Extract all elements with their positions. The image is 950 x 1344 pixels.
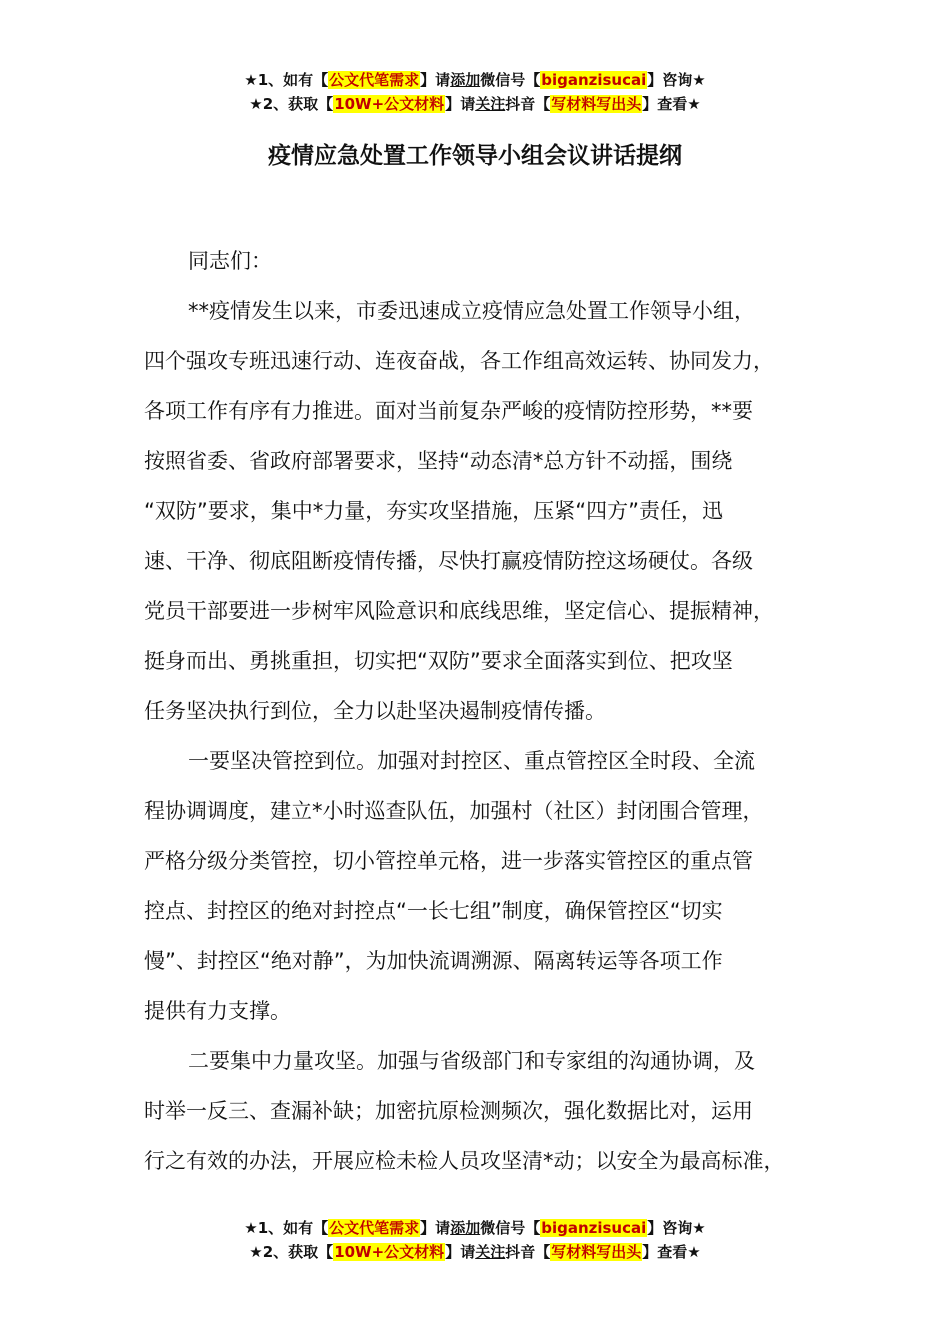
banner-text: 抖音【: [505, 1243, 551, 1261]
banner-line-1: [0, 1216, 950, 1240]
paragraph-line: 控点、封控区的绝对封控点“一长七组”制度，确保管控区“切实: [144, 899, 723, 923]
paragraph: [144, 286, 830, 736]
bottom-banner: [0, 1216, 950, 1264]
banner-underlined: 关注: [475, 95, 506, 113]
paragraph: [144, 236, 830, 286]
banner-highlight: 公文代笔需求: [329, 1219, 420, 1237]
paragraph-line: **疫情发生以来，市委迅速成立疫情应急处置工作领导小组，: [188, 299, 755, 323]
paragraph-line: 任务坚决执行到位，全力以赴坚决遏制疫情传播。: [144, 699, 606, 723]
banner-text: ★1、如有【: [244, 1219, 329, 1237]
paragraph: [144, 1036, 830, 1186]
paragraph-line: 程协调调度，建立*小时巡查队伍，加强村（社区）封闭围合管理，: [144, 799, 764, 823]
paragraph-line: 同志们：: [188, 249, 272, 273]
banner-wechat-id: biganzisucai: [541, 1219, 647, 1237]
paragraph: [144, 736, 830, 1036]
paragraph-line: 党员干部要进一步树牢风险意识和底线思维，坚定信心、提振精神，: [144, 599, 774, 623]
banner-text: 】请: [445, 1243, 476, 1261]
paragraph-line: 二要集中力量攻坚。加强与省级部门和专家组的沟通协调，及: [188, 1049, 755, 1073]
paragraph-line: 速、干净、彻底阻断疫情传播，尽快打赢疫情防控这场硬仗。各级: [144, 549, 753, 573]
top-banner: [0, 68, 950, 116]
banner-douyin-name: 写材料写出头: [551, 1243, 642, 1261]
banner-text: 微信号【: [480, 71, 541, 89]
paragraph-line: 各项工作有序有力推进。面对当前复杂严峻的疫情防控形势，**要: [144, 399, 753, 423]
banner-line-2: [0, 1240, 950, 1264]
banner-underlined: 添加: [450, 71, 481, 89]
document-title: 疫情应急处置工作领导小组会议讲话提纲: [268, 143, 682, 169]
paragraph-line: 提供有力支撑。: [144, 999, 291, 1023]
banner-highlight: 10W+公文材料: [334, 1243, 445, 1261]
paragraph-line: “双防”要求，集中*力量，夯实攻坚措施，压紧“四方”责任，迅: [144, 499, 724, 523]
banner-text: 】查看★: [642, 95, 701, 113]
banner-text: 】请: [420, 71, 451, 89]
paragraph-line: 时举一反三、查漏补缺；加密抗原检测频次，强化数据比对，运用: [144, 1099, 753, 1123]
banner-text: 抖音【: [505, 95, 551, 113]
paragraph-line: 慢”、封控区“绝对静”，为加快流调溯源、隔离转运等各项工作: [144, 949, 723, 973]
banner-text: ★1、如有【: [244, 71, 329, 89]
banner-line-1: [0, 68, 950, 92]
paragraph-line: 行之有效的办法，开展应检未检人员攻坚清*动；以安全为最高标准，: [144, 1149, 785, 1173]
banner-text: ★2、获取【: [249, 95, 334, 113]
banner-text: 微信号【: [480, 1219, 541, 1237]
banner-line-2: [0, 92, 950, 116]
paragraph-line: 一要坚决管控到位。加强对封控区、重点管控区全时段、全流: [188, 749, 755, 773]
paragraph-line: 按照省委、省政府部署要求，坚持“动态清*总方针不动摇，围绕: [144, 449, 733, 473]
banner-text: 】查看★: [642, 1243, 701, 1261]
document-body: [144, 236, 830, 1186]
paragraph-line: 四个强攻专班迅速行动、连夜奋战，各工作组高效运转、协同发力，: [144, 349, 774, 373]
banner-douyin-name: 写材料写出头: [551, 95, 642, 113]
paragraph-line: 挺身而出、勇挑重担，切实把“双防”要求全面落实到位、把攻坚: [144, 649, 733, 673]
banner-wechat-id: biganzisucai: [541, 71, 647, 89]
banner-text: ★2、获取【: [249, 1243, 334, 1261]
banner-underlined: 添加: [450, 1219, 481, 1237]
banner-text: 】咨询★: [647, 1219, 706, 1237]
banner-underlined: 关注: [475, 1243, 506, 1261]
banner-text: 】请: [420, 1219, 451, 1237]
banner-highlight: 10W+公文材料: [334, 95, 445, 113]
banner-text: 】请: [445, 95, 476, 113]
banner-highlight: 公文代笔需求: [329, 71, 420, 89]
banner-text: 】咨询★: [647, 71, 706, 89]
paragraph-line: 严格分级分类管控，切小管控单元格，进一步落实管控区的重点管: [144, 849, 753, 873]
